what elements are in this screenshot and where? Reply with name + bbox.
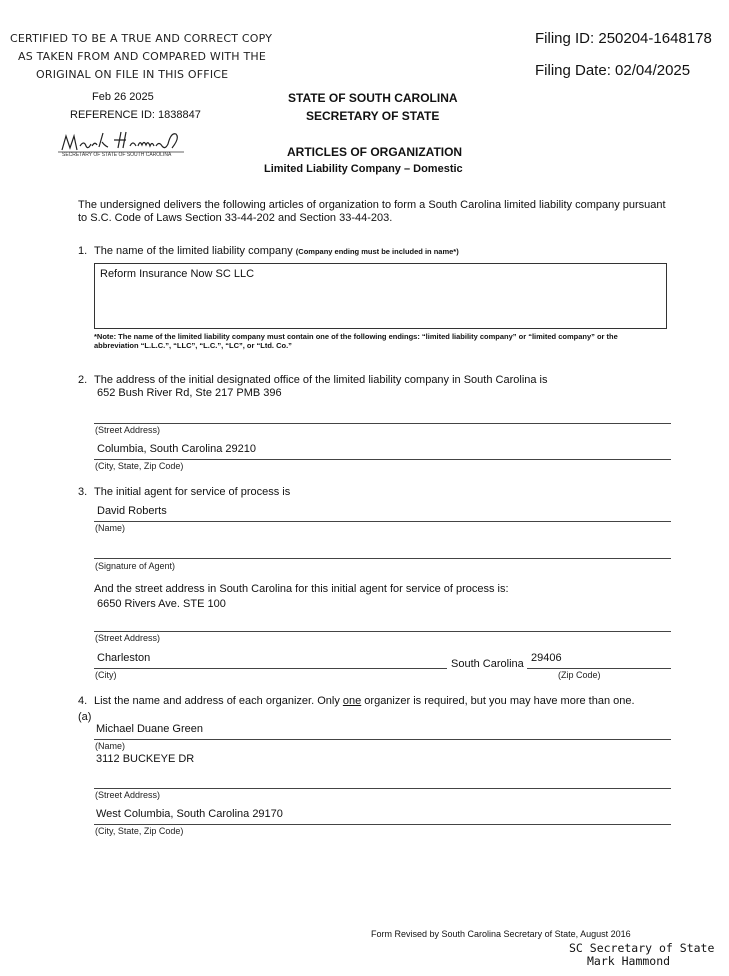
document-title: ARTICLES OF ORGANIZATION xyxy=(287,145,463,159)
section-1-text xyxy=(94,245,459,257)
section-4-text xyxy=(94,695,635,707)
agent-city-value: Charleston xyxy=(97,652,151,664)
organizer-city-label: (City, State, Zip Code) xyxy=(95,826,184,836)
name-ending-note: *Note: The name of the limited liability company must contain one of the following endings: “limited liability company” or “limited company” or the abbreviation “L.L.C.”, “LLC”, “L.C.”, “LC”, or “Ltd. Co.” xyxy=(94,332,618,350)
agent-signature-line xyxy=(94,558,671,559)
agent-state-value: South Carolina xyxy=(451,658,524,670)
certified-line-2: AS TAKEN FROM AND COMPARED WITH THE xyxy=(18,50,267,63)
organizer-city-line xyxy=(94,824,671,825)
agent-zip-line xyxy=(527,668,671,669)
organizer-street-value: 3112 BUCKEYE DR xyxy=(96,753,195,765)
office-heading: SECRETARY OF STATE xyxy=(306,109,440,123)
agent-name-value: David Roberts xyxy=(97,505,167,517)
organizer-name-label: (Name) xyxy=(95,741,126,751)
section-1-hint: (Company ending must be included in name*) xyxy=(295,247,459,256)
filing-id: Filing ID: 250204-1648178 xyxy=(535,30,712,47)
agent-street-value: 6650 Rivers Ave. STE 100 xyxy=(97,598,226,610)
agent-name-label: (Name) xyxy=(95,523,126,533)
organizer-name-value: Michael Duane Green xyxy=(96,723,204,735)
agent-zip-value: 29406 xyxy=(531,652,562,664)
office-city-line xyxy=(94,459,671,460)
organizer-street-line xyxy=(94,788,671,789)
organizer-a-marker: (a) xyxy=(78,711,92,723)
stamp-date: Feb 26 2025 xyxy=(92,91,154,103)
section-1-number: 1. xyxy=(78,245,88,257)
form-revised-note: Form Revised by South Carolina Secretary of State, August 2016 xyxy=(371,929,631,939)
document-subtitle: Limited Liability Company – Domestic xyxy=(264,163,463,175)
agent-street-line xyxy=(94,631,671,632)
section-3-text: The initial agent for service of process is xyxy=(94,486,291,498)
section-4-number: 4. xyxy=(78,695,88,707)
footer-stamp-line-2: Mark Hammond xyxy=(587,954,671,968)
section-2-number: 2. xyxy=(78,374,88,386)
office-street-value: 652 Bush River Rd, Ste 217 PMB 396 xyxy=(97,387,282,399)
signature-caption: SECRETARY OF STATE OF SOUTH CAROLINA xyxy=(62,152,172,158)
agent-city-label: (City) xyxy=(95,670,117,680)
section-4-text-after: organizer is required, but you may have more than one. xyxy=(361,695,635,707)
section-4-text-emphasis: one xyxy=(342,695,362,707)
agent-signature-label: (Signature of Agent) xyxy=(95,561,176,571)
state-heading: STATE OF SOUTH CAROLINA xyxy=(288,91,458,105)
company-name-box[interactable] xyxy=(94,263,667,329)
agent-address-text: And the street address in South Carolina for this initial agent for service of process is: xyxy=(94,583,509,595)
office-city-value: Columbia, South Carolina 29210 xyxy=(97,443,256,455)
footer-stamp-line-1: SC Secretary of State xyxy=(569,941,715,955)
filing-date: Filing Date: 02/04/2025 xyxy=(535,62,691,79)
stamp-reference-id: REFERENCE ID: 1838847 xyxy=(70,109,201,121)
agent-zip-label: (Zip Code) xyxy=(558,670,601,680)
agent-city-line xyxy=(94,668,447,669)
organizer-street-label: (Street Address) xyxy=(95,790,161,800)
agent-street-label: (Street Address) xyxy=(95,633,161,643)
section-4-text-before: List the name and address of each organizer. Only xyxy=(94,695,343,707)
office-city-label: (City, State, Zip Code) xyxy=(95,461,184,471)
certified-line-1: CERTIFIED TO BE A TRUE AND CORRECT COPY xyxy=(10,32,273,45)
organizer-city-value: West Columbia, South Carolina 29170 xyxy=(96,808,283,820)
certified-line-3: ORIGINAL ON FILE IN THIS OFFICE xyxy=(36,68,229,81)
intro-line-1: The undersigned delivers the following articles of organization to form a South Carolina limited liability company pursuant xyxy=(78,199,666,211)
office-street-label: (Street Address) xyxy=(95,425,161,435)
office-street-line xyxy=(94,423,671,424)
section-2-text: The address of the initial designated office of the limited liability company in South Carolina is xyxy=(94,374,548,386)
section-3-number: 3. xyxy=(78,486,88,498)
company-name-value: Reform Insurance Now SC LLC xyxy=(100,268,255,280)
intro-line-2: to S.C. Code of Laws Section 33-44-202 and Section 33-44-203. xyxy=(78,212,393,224)
section-1-label: The name of the limited liability company xyxy=(94,245,293,257)
agent-name-line xyxy=(94,521,671,522)
organizer-name-line xyxy=(94,739,671,740)
